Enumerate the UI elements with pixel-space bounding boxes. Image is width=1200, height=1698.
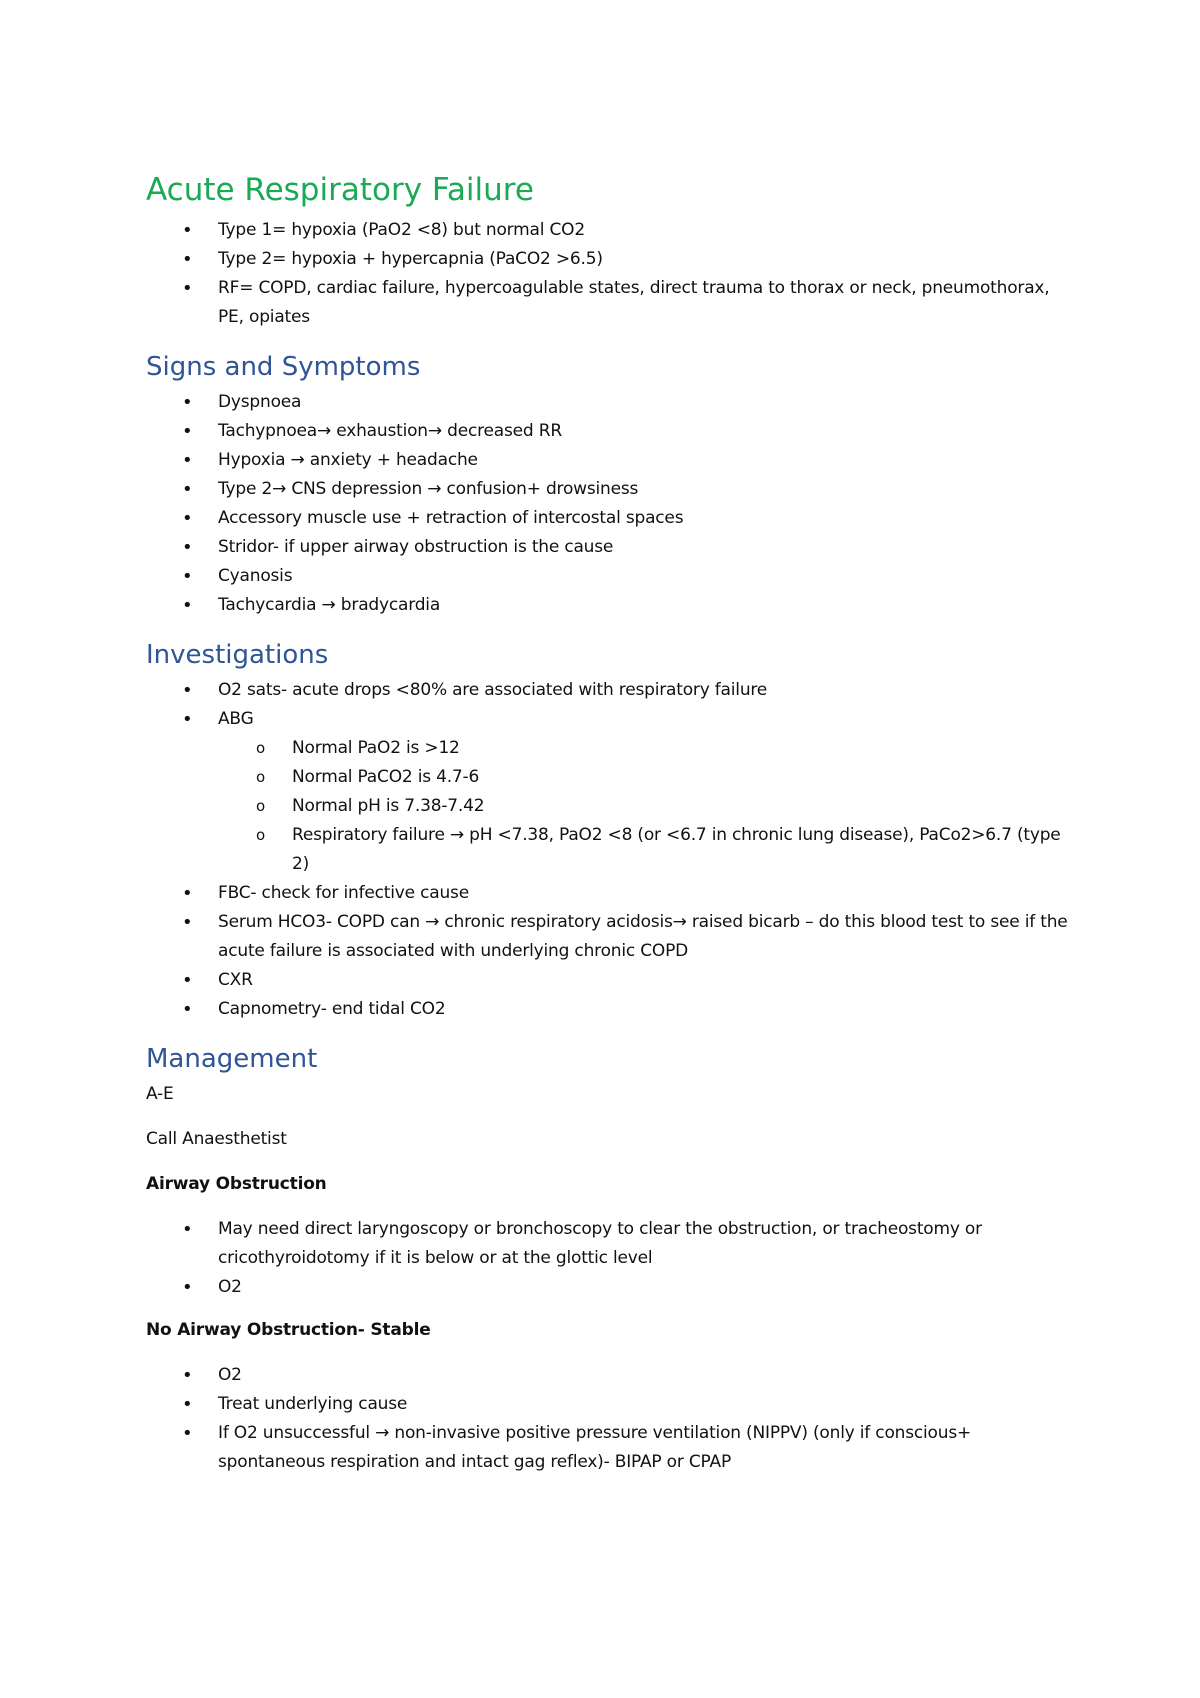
- signs-list: [146, 388, 1080, 620]
- section-investigations: [146, 638, 1080, 1024]
- list-item: • Cyanosis: [146, 562, 1080, 591]
- list-item: • Tachypnoea→ exhaustion→ decreased RR: [146, 417, 1080, 446]
- list-item: • Serum HCO3- COPD can → chronic respiratory acidosis→ raised bicarb – do this blood test to see if the acute failure is associated with underlying chronic COPD: [146, 908, 1080, 966]
- list-item: • Hypoxia → anxiety + headache: [146, 446, 1080, 475]
- list-item: • Type 2→ CNS depression → confusion+ drowsiness: [146, 475, 1080, 504]
- list-item: • Dyspnoea: [146, 388, 1080, 417]
- sub-list-item: o Normal PaO2 is >12: [146, 734, 1080, 763]
- list-item: • Treat underlying cause: [146, 1390, 1080, 1419]
- list-item: • Tachycardia → bradycardia: [146, 591, 1080, 620]
- heading-investigations: Investigations: [146, 640, 329, 670]
- management-line-call: Call Anaesthetist: [146, 1129, 287, 1149]
- management-line-a-e: A-E: [146, 1084, 174, 1104]
- document-title: Acute Respiratory Failure: [146, 172, 534, 208]
- section-acute-respiratory-failure: [146, 170, 1080, 332]
- investigations-list: [146, 676, 1080, 1024]
- no-airway-obstruction-list: [146, 1361, 1080, 1477]
- subheading-no-airway-obstruction: No Airway Obstruction- Stable: [146, 1320, 431, 1340]
- subheading-airway-obstruction: Airway Obstruction: [146, 1174, 327, 1194]
- list-item: • RF= COPD, cardiac failure, hypercoagulable states, direct trauma to thorax or neck, pneumothorax, PE, opiates: [146, 274, 1080, 332]
- airway-obstruction-list: [146, 1215, 1080, 1302]
- list-item: • May need direct laryngoscopy or bronchoscopy to clear the obstruction, or tracheostomy or cricothyroidotomy if it is below or at the glottic level: [146, 1215, 1080, 1273]
- intro-list: [146, 216, 1080, 332]
- list-item: • If O2 unsuccessful → non-invasive positive pressure ventilation (NIPPV) (only if conscious+ spontaneous respiration and intact gag reflex)- BIPAP or CPAP: [146, 1419, 1080, 1477]
- list-item: • Type 2= hypoxia + hypercapnia (PaCO2 >6.5): [146, 245, 1080, 274]
- list-item: • ABG: [146, 705, 1080, 734]
- section-signs-and-symptoms: [146, 350, 1080, 620]
- heading-signs-and-symptoms: Signs and Symptoms: [146, 352, 421, 382]
- list-item: • O2: [146, 1361, 1080, 1390]
- list-item: • FBC- check for infective cause: [146, 879, 1080, 908]
- sub-list-item: o Normal PaCO2 is 4.7-6: [146, 763, 1080, 792]
- sub-list-item: o Respiratory failure → pH <7.38, PaO2 <8 (or <6.7 in chronic lung disease), PaCo2>6.7 (type 2): [146, 821, 1080, 879]
- section-management: [146, 1042, 1080, 1477]
- list-item: • Capnometry- end tidal CO2: [146, 995, 1080, 1024]
- list-item: • O2: [146, 1273, 1080, 1302]
- list-item: • CXR: [146, 966, 1080, 995]
- heading-management: Management: [146, 1044, 318, 1074]
- list-item: • O2 sats- acute drops <80% are associated with respiratory failure: [146, 676, 1080, 705]
- list-item: • Accessory muscle use + retraction of intercostal spaces: [146, 504, 1080, 533]
- sub-list-item: o Normal pH is 7.38-7.42: [146, 792, 1080, 821]
- list-item: • Stridor- if upper airway obstruction is the cause: [146, 533, 1080, 562]
- list-item: • Type 1= hypoxia (PaO2 <8) but normal CO2: [146, 216, 1080, 245]
